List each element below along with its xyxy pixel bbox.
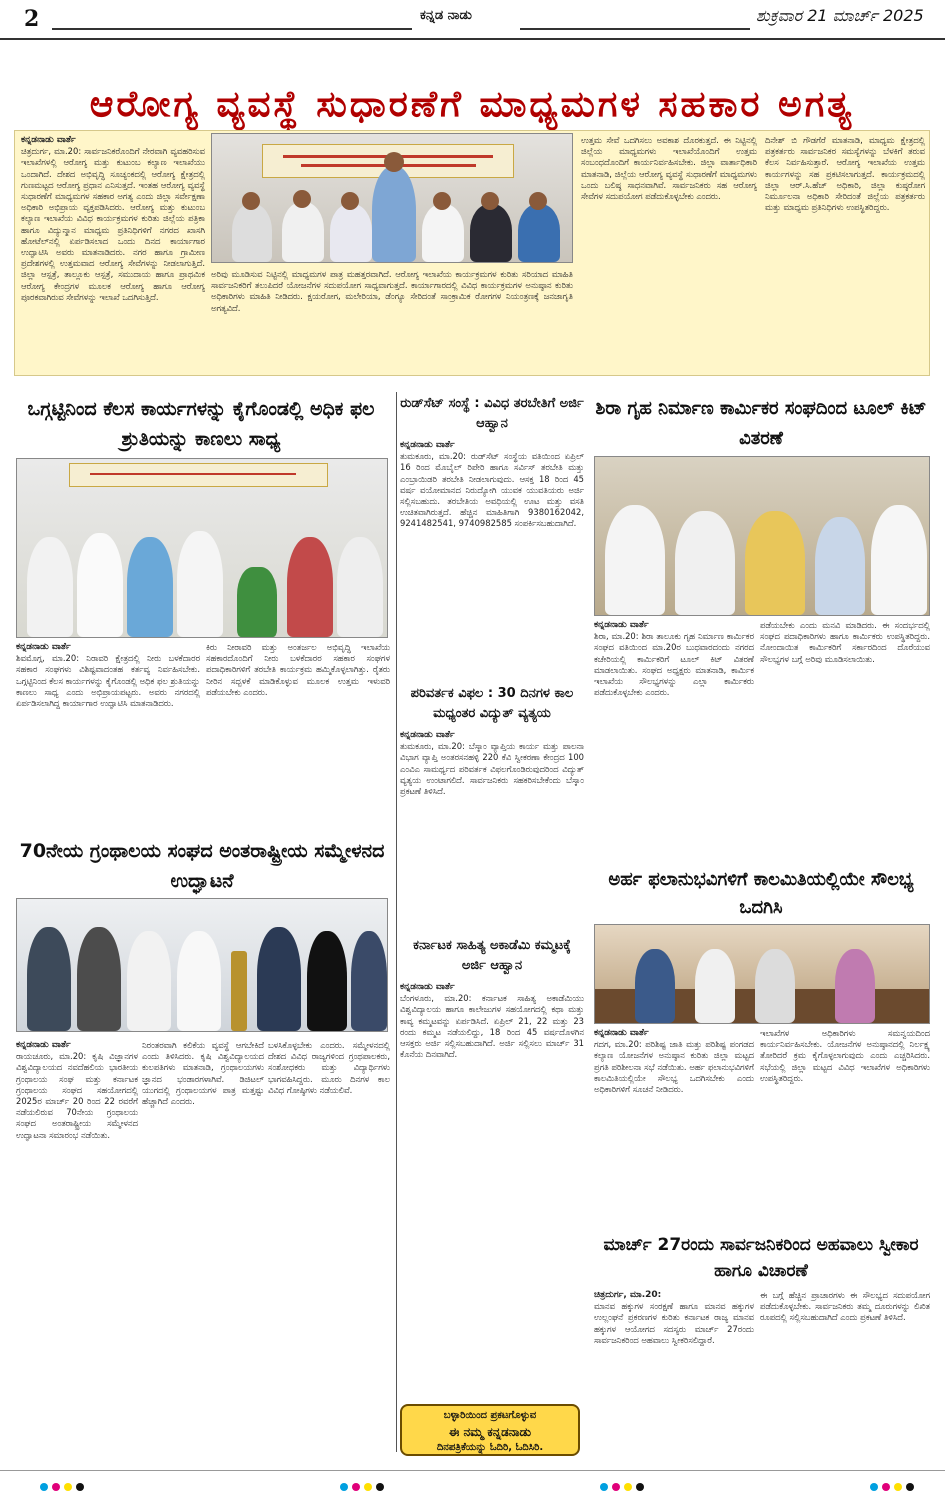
lead-headline: ಆರೋಗ್ಯ ವ್ಯವಸ್ಥೆ ಸುಧಾರಣೆಗೆ ಮಾಧ್ಯಮಗಳ ಸಹಕಾರ ಅಗತ್ಯ bbox=[89, 84, 855, 125]
magenta-dot bbox=[612, 1483, 620, 1491]
column-rule bbox=[396, 392, 397, 1452]
cyan-dot bbox=[340, 1483, 348, 1491]
story5-col-1 bbox=[16, 1040, 138, 1452]
story5-col-1-text: ರಾಯಚೂರು, ಮಾ.20: ಕೃಷಿ ವಿಜ್ಞಾನಗಳ ವಿಶ್ವವಿದ್ಯಾಲಯದ ನವದೆಹಲಿಯ ಭಾರತೀಯ ಗ್ರಂಥಾಲಯ ಸಂಘ ಮತ್ತು ಕರ್ನಾಟಕ ಗ್ರಂಥಾಲಯ ಸಂಘದ ಸಹಯೋಗದಲ್ಲಿ 2025ರ ಮಾರ್ಚ್ 20 ರಿಂದ 22 ರವರೆಗೆ ನಡೆಯಲಿರುವ 70ನೇಯ ಗ್ರಂಥಾಲಯ ಸಂಘದ ಅಂತರಾಷ್ಟ್ರೀಯ ಸಮ್ಮೇಳನದ ಉದ್ಘಾಟನಾ ಸಮಾರಂಭ ನಡೆಯಿತು. bbox=[16, 1051, 138, 1140]
cyan-dot bbox=[600, 1483, 608, 1491]
lead-col-3 bbox=[211, 269, 573, 373]
lead-col-1 bbox=[21, 135, 205, 373]
story4-col-2 bbox=[760, 620, 930, 860]
story5-col-2-text: ನಿರಂತರವಾಗಿ ಕಲಿಕೆಯ ವ್ಯವಸ್ಥೆ ಆಗಬೇಕಿದೆ ಎಂದು ತಿಳಿಸಿದರು. ಕೃಷಿ ವಿಶ್ವವಿದ್ಯಾಲಯದ ಕುಲಪತಿಗಳು ಮಾತನಾಡಿ, ಗ್ರಂಥಾಲಯಗಳು ಜ್ಞಾನದ ಭಂಡಾರಗಳಾಗಿವೆ. ಡಿಜಿಟಲ್ ಯುಗದಲ್ಲಿ ಗ್ರಂಥಾಲಯಗಳ ಪಾತ್ರ ಮತ್ತಷ್ಟು ಹೆಚ್ಚಾಗಿದೆ ಎಂದರು. bbox=[142, 1040, 264, 1107]
story7-byline: ಕನ್ನಡನಾಡು ವಾರ್ತೆ bbox=[594, 1028, 649, 1038]
black-dot bbox=[376, 1483, 384, 1491]
story5-col-2 bbox=[142, 1040, 264, 1452]
page-header bbox=[0, 0, 945, 40]
story6-body-text: ಬೆಂಗಳೂರು, ಮಾ.20: ಕರ್ನಾಟಕ ಸಾಹಿತ್ಯ ಅಕಾಡೆಮಿಯು ವಿಶ್ವವಿದ್ಯಾಲಯ ಹಾಗೂ ಕಾಲೇಜುಗಳ ಸಹಯೋಗದಲ್ಲಿ ಕಥಾ ಮತ್ತು ಕಾವ್ಯ ಕಮ್ಮಟವನ್ನು ಏರ್ಪಡಿಸಿದೆ. ಏಪ್ರಿಲ್ 21, 22 ಮತ್ತು 23 ರಂದು ಕಮ್ಮಟ ನಡೆಯಲಿದ್ದು, 18 ರಿಂದ 45 ವರ್ಷದೊಳಗಿನ ಆಸಕ್ತರು ಅರ್ಜಿ ಸಲ್ಲಿಸಬಹುದಾಗಿದೆ. ಅರ್ಜಿ ಸಲ್ಲಿಸಲು ಮಾರ್ಚ್ 31 ಕೊನೆಯ ದಿನವಾಗಿದೆ. bbox=[400, 993, 584, 1060]
story4-col-1 bbox=[594, 620, 754, 860]
header-rule-right bbox=[520, 28, 750, 30]
lead-col-4 bbox=[581, 135, 757, 373]
masthead: ಕನ್ನಡ ನಾಡು bbox=[420, 8, 472, 23]
story1-col-2-text: ಕಿರು ನೀರಾವರಿ ಮತ್ತು ಅಂತರ್ಜಲ ಅಭಿವೃದ್ಧಿ ಇಲಾಖೆಯ ಸಹಕಾರದೊಂದಿಗೆ ನೀರು ಬಳಕೆದಾರರ ಸಹಕಾರ ಸಂಘಗಳ ಪದಾಧಿಕಾರಿಗಳಿಗೆ ತರಬೇತಿ ಕಾರ್ಯಕ್ರಮ ಹಮ್ಮಿಕೊಳ್ಳಲಾಗಿತ್ತು. ರೈತರು ನೀರಿನ ಸದ್ಬಳಕೆ ಮಾಡಿಕೊಳ್ಳುವ ಮೂಲಕ ಉತ್ತಮ ಇಳುವರಿ ಪಡೆಯಬೇಕು ಎಂದರು. bbox=[206, 642, 390, 697]
story4-col-2-text: ಪಡೆಯಬೇಕು ಎಂದು ಮನವಿ ಮಾಡಿದರು. ಈ ಸಂದರ್ಭದಲ್ಲಿ ಸಂಘದ ಪದಾಧಿಕಾರಿಗಳು ಹಾಗೂ ಕಾರ್ಮಿಕರು ಉಪಸ್ಥಿತರಿದ್ದರು. ನೋಂದಾಯಿತ ಕಾರ್ಮಿಕರಿಗೆ ಸರ್ಕಾರದಿಂದ ದೊರೆಯುವ ಸೌಲಭ್ಯಗಳ ಬಗ್ಗೆ ಅರಿವು ಮೂಡಿಸಲಾಯಿತು. bbox=[760, 620, 930, 664]
story5-photo bbox=[16, 898, 388, 1032]
yellow-dot bbox=[64, 1483, 72, 1491]
story8-col-1 bbox=[594, 1290, 754, 1454]
story8-headline: ಮಾರ್ಚ್ 27ರಂದು ಸಾರ್ವಜನಿಕರಿಂದ ಅಹವಾಲು ಸ್ವೀಕಾರ ಹಾಗೂ ವಿಚಾರಣೆ bbox=[603, 1235, 919, 1281]
yellow-dot bbox=[894, 1483, 902, 1491]
story6-body bbox=[400, 982, 584, 1396]
story7-col-2-text: ಇಲಾಖೆಗಳ ಅಧಿಕಾರಿಗಳು ಸಮನ್ವಯದಿಂದ ಕಾರ್ಯನಿರ್ವಹಿಸಬೇಕು. ಯೋಜನೆಗಳ ಅನುಷ್ಠಾನದಲ್ಲಿ ನಿರ್ಲಕ್ಷ್ಯ ತೋರಿದರೆ ಕ್ರಮ ಕೈಗೊಳ್ಳಲಾಗುವುದು ಎಂದು ಎಚ್ಚರಿಸಿದರು. ಸಭೆಯಲ್ಲಿ ಜಿಲ್ಲಾ ಮಟ್ಟದ ವಿವಿಧ ಇಲಾಖೆಗಳ ಅಧಿಕಾರಿಗಳು ಉಪಸ್ಥಿತರಿದ್ದರು. bbox=[760, 1028, 930, 1083]
story1-byline: ಕನ್ನಡನಾಡು ವಾರ್ತೆ bbox=[16, 642, 71, 652]
header-rule-left bbox=[52, 28, 412, 30]
story1-headline: ಒಗ್ಗಟ್ಟಿನಿಂದ ಕೆಲಸ ಕಾರ್ಯಗಳನ್ನು ಕೈಗೊಂಡಲ್ಲಿ ಅಧಿಕ ಫಲ ಶ್ರುತಿಯನ್ನು ಕಾಣಲು ಸಾಧ್ಯ bbox=[27, 398, 375, 450]
story5-col-3-text: ಬಳಸಿಕೊಳ್ಳಬೇಕು ಎಂದರು. ಸಮ್ಮೇಳನದಲ್ಲಿ ದೇಶದ ವಿವಿಧ ರಾಜ್ಯಗಳಿಂದ ಗ್ರಂಥಪಾಲಕರು, ಸಂಶೋಧಕರು ಮತ್ತು ವಿದ್ಯಾರ್ಥಿಗಳು ಭಾಗವಹಿಸಿದ್ದರು. ಮೂರು ದಿನಗಳ ಕಾಲ ವಿವಿಧ ಗೋಷ್ಠಿಗಳು ನಡೆಯಲಿವೆ. bbox=[268, 1040, 390, 1095]
promo-line-2: ಈ ನಮ್ಮ ಕನ್ನಡನಾಡು bbox=[448, 1425, 532, 1439]
lead-col-5-text: ದಿನೇಶ್ ಬಿ ಗೌಡಗೆರೆ ಮಾತನಾಡಿ, ಮಾಧ್ಯಮ ಕ್ಷೇತ್ರದಲ್ಲಿ ಪತ್ರಕರ್ತರು ಸಾರ್ವಜನಿಕರ ಸಮಸ್ಯೆಗಳನ್ನು ಬೆಳಕಿಗೆ ತರುವ ಕೆಲಸ ನಿರ್ವಹಿಸುತ್ತಾರೆ. ಆರೋಗ್ಯ ಇಲಾಖೆಯ ಉತ್ತಮ ಕಾರ್ಯಗಳನ್ನು ಸಹ ಪ್ರಕಟಿಸಲಾಗುತ್ತದೆ. ಕಾರ್ಯಕ್ರಮದಲ್ಲಿ ಜಿಲ್ಲಾ ಆರ್.ಸಿ.ಹೆಚ್ ಅಧಿಕಾರಿ, ಜಿಲ್ಲಾ ಕುಷ್ಠರೋಗ ನಿರ್ಮೂಲನಾ ಅಧಿಕಾರಿ ಸೇರಿದಂತೆ ಜಿಲ್ಲೆಯ ಪತ್ರಕರ್ತರು ಮತ್ತು ಮಾಧ್ಯಮ ಪ್ರತಿನಿಧಿಗಳು ಉಪಸ್ಥಿತರಿದ್ದರು. bbox=[765, 135, 925, 213]
story7-col-1 bbox=[594, 1028, 754, 1226]
black-dot bbox=[76, 1483, 84, 1491]
story1-col-1 bbox=[16, 642, 200, 828]
story6-byline: ಕನ್ನಡನಾಡು ವಾರ್ತೆ bbox=[400, 982, 455, 992]
black-dot bbox=[906, 1483, 914, 1491]
yellow-dot bbox=[364, 1483, 372, 1491]
story2-body bbox=[400, 440, 584, 678]
story8-col-2-text: ಈ ಬಗ್ಗೆ ಹೆಚ್ಚಿನ ಪ್ರಾಚಾರಗಳು ಈ ಸೌಲಭ್ಯದ ಸದುಪಯೋಗ ಪಡೆದುಕೊಳ್ಳಬೇಕು. ಸಾರ್ವಜನಿಕರು ತಮ್ಮ ದೂರುಗಳನ್ನು ಲಿಖಿತ ರೂಪದಲ್ಲಿ ಸಲ್ಲಿಸಬಹುದಾಗಿದೆ ಎಂದು ಪ್ರಕಟಣೆ ತಿಳಿಸಿದೆ. bbox=[760, 1290, 930, 1323]
lead-story bbox=[14, 130, 930, 376]
story5-byline: ಕನ್ನಡನಾಡು ವಾರ್ತೆ bbox=[16, 1040, 71, 1050]
story7-photo bbox=[594, 924, 930, 1024]
cyan-dot bbox=[870, 1483, 878, 1491]
story4-col-1-text: ಶಿರಾ, ಮಾ.20: ಶಿರಾ ತಾಲೂಕು ಗೃಹ ನಿರ್ಮಾಣ ಕಾರ್ಮಿಕರ ಸಂಘದ ವತಿಯಿಂದ ಮಾ.20ರ ಬುಧವಾರದಂದು ನಗರದ ಕಚೇರಿಯಲ್ಲಿ ಕಾರ್ಮಿಕರಿಗೆ ಟೂಲ್ ಕಿಟ್ ವಿತರಣೆ ಮಾಡಲಾಯಿತು. ಸಂಘದ ಅಧ್ಯಕ್ಷರು ಮಾತನಾಡಿ, ಕಾರ್ಮಿಕ ಇಲಾಖೆಯ ಸೌಲಭ್ಯಗಳನ್ನು ಎಲ್ಲಾ ಕಾರ್ಮಿಕರು ಪಡೆದುಕೊಳ್ಳಬೇಕು ಎಂದರು. bbox=[594, 631, 754, 698]
magenta-dot bbox=[52, 1483, 60, 1491]
magenta-dot bbox=[882, 1483, 890, 1491]
story7-col-2 bbox=[760, 1028, 930, 1226]
story2-headline: ರುಡ್‌ಸೆಟ್ ಸಂಸ್ಥೆ : ವಿವಿಧ ತರಬೇತಿಗೆ ಅರ್ಜಿ ಆಹ್ವಾನ bbox=[400, 396, 584, 431]
story5-headline: 70ನೇಯ ಗ್ರಂಥಾಲಯ ಸಂಘದ ಅಂತರಾಷ್ಟ್ರೀಯ ಸಮ್ಮೇಳನದ ಉದ್ಘಾಟನೆ bbox=[19, 840, 385, 892]
story1-photo bbox=[16, 458, 388, 638]
magenta-dot bbox=[352, 1483, 360, 1491]
story3-body-text: ತುಮಕೂರು, ಮಾ.20: ಬೆಸ್ಕಾಂ ವ್ಯಾಪ್ತಿಯ ಕಾರ್ಯ ಮತ್ತು ಪಾಲನಾ ವಿಭಾಗ ವ್ಯಾಪ್ತಿ ಅಂತರಸನಹಳ್ಳಿ 220 ಕೆವಿ ಸ್ವೀಕರಣಾ ಕೇಂದ್ರದ 100 ಎಂವಿಎ ಸಾಮರ್ಥ್ಯದ ಪರಿವರ್ತಕ ವಿಫಲಗೊಂಡಿರುವುದರಿಂದ ವಿದ್ಯುತ್ ವ್ಯತ್ಯಯ ಉಂಟಾಗಲಿದೆ. ಸಾರ್ವಜನಿಕರು ಸಹಕರಿಸಬೇಕೆಂದು ಬೆಸ್ಕಾಂ ಪ್ರಕಟಣೆ ತಿಳಿಸಿದೆ. bbox=[400, 741, 584, 797]
story6-headline: ಕರ್ನಾಟಕ ಸಾಹಿತ್ಯ ಅಕಾಡೆಮಿ ಕಮ್ಮಟಕ್ಕೆ ಅರ್ಜಿ ಆಹ್ವಾನ bbox=[413, 938, 571, 973]
promo-line-3: ದಿನಪತ್ರಿಕೆಯನ್ನು ಓದಿರಿ, ಓದಿಸಿರಿ. bbox=[436, 1442, 544, 1453]
story2-byline: ಕನ್ನಡನಾಡು ವಾರ್ತೆ bbox=[400, 440, 455, 450]
story3-body bbox=[400, 730, 584, 920]
lead-photo bbox=[211, 133, 573, 263]
story1-col-1-text: ಶಿವಮೊಗ್ಗ, ಮಾ.20: ನಿರಾವರಿ ಕ್ಷೇತ್ರದಲ್ಲಿ ನೀರು ಬಳಕೆದಾರರ ಸಹಕಾರ ಸಂಘಗಳು ವಿಶಿಷ್ಟವಾದಂತಹ ಕರ್ತವ್ಯ ನಿರ್ವಹಿಸಬೇಕು. ಒಗ್ಗಟ್ಟಿನಿಂದ ಕೆಲಸ ಕಾರ್ಯಗಳನ್ನು ಕೈಗೊಂಡಲ್ಲಿ ಅಧಿಕ ಫಲ ಶ್ರುತಿಯನ್ನು ಕಾಣಲು ಸಾಧ್ಯ ಎಂದು ಅಭಿಪ್ರಾಯಪಟ್ಟರು. ಅವರು ನಗರದಲ್ಲಿ ಏರ್ಪಡಿಸಲಾಗಿದ್ದ ಕಾರ್ಯಾಗಾರ ಉದ್ಘಾಟಿಸಿ ಮಾತನಾಡಿದರು. bbox=[16, 653, 200, 709]
story4-photo bbox=[594, 456, 930, 616]
story3-headline: ಪರಿವರ್ತಕ ವಿಫಲ : 30 ದಿನಗಳ ಕಾಲ ಮಧ್ಯಂತರ ವಿದ್ಯುತ್ ವ್ಯತ್ಯಯ bbox=[410, 686, 574, 721]
lead-col-1-text: ಚಿತ್ರದುರ್ಗ, ಮಾ.20: ಸಾರ್ವಜನಿಕರೊಂದಿಗೆ ನೇರವಾಗಿ ವ್ಯವಹರಿಸುವ ಇಲಾಖೆಗಳಲ್ಲಿ ಆರೋಗ್ಯ ಮತ್ತು ಕುಟುಂಬ ಕಲ್ಯಾಣ ಇಲಾಖೆಯು ಒಂದಾಗಿದೆ. ದೇಶದ ಅಭಿವೃದ್ಧಿ ಸೂಚ್ಯಂಕದಲ್ಲಿ ಆರೋಗ್ಯ ಕ್ಷೇತ್ರದಲ್ಲಿ ಗುಣಮಟ್ಟದ ಆರೋಗ್ಯ ಪ್ರಧಾನ ಎನಿಸುತ್ತದೆ. ಇಂತಹ ಆರೋಗ್ಯ ವ್ಯವಸ್ಥೆ ಸುಧಾರಣೆಗೆ ಮಾಧ್ಯಮಗಳ ಸಹಕಾರ ಅಗತ್ಯ ಎಂದು ಜಿಲ್ಲಾ ಸರ್ವೇಕ್ಷಣಾ ಅಧಿಕಾರಿ ಅಭಿಪ್ರಾಯ ವ್ಯಕ್ತಪಡಿಸಿದರು. ಆರೋಗ್ಯ ಮತ್ತು ಕುಟುಂಬ ಕಲ್ಯಾಣ ಇಲಾಖೆಯ ವಿವಿಧ ಕಾರ್ಯಕ್ರಮಗಳ ಕುರಿತು ಜಿಲ್ಲೆಯ ಪತ್ರಿಕಾ ಹಾಗೂ ವಿದ್ಯುನ್ಮಾನ ಮಾಧ್ಯಮ ಪ್ರತಿನಿಧಿಗಳಿಗೆ ನಗರದ ಖಾಸಗಿ ಹೋಟೆಲ್‌ನಲ್ಲಿ ಏರ್ಪಡಿಸಲಾದ ಒಂದು ದಿನದ ಕಾರ್ಯಾಗಾರ ಉದ್ಘಾಟಿಸಿ ಅವರು ಮಾತನಾಡಿದರು. ನಗರ ಹಾಗೂ ಗ್ರಾಮೀಣ ಪ್ರದೇಶಗಳಲ್ಲಿ ಉತ್ತಮವಾದ ಆರೋಗ್ಯ ಸೇವೆಗಳನ್ನು ನೀಡಲಾಗುತ್ತಿದೆ. ಜಿಲ್ಲಾ ಆಸ್ಪತ್ರೆ, ತಾಲ್ಲೂಕು ಆಸ್ಪತ್ರೆ, ಸಮುದಾಯ ಹಾಗೂ ಪ್ರಾಥಮಿಕ ಆರೋಗ್ಯ ಕೇಂದ್ರಗಳ ಮೂಲಕ ಆರೋಗ್ಯ ಹಾಗೂ ಆರೋಗ್ಯ ಪೂರಕವಾಗಿರುವ ಸೇವೆಗಳನ್ನು ಇಲಾಖೆ ಒದಗಿಸುತ್ತಿದೆ. bbox=[21, 146, 205, 302]
story4-headline: ಶಿರಾ ಗೃಹ ನಿರ್ಮಾಣ ಕಾರ್ಮಿಕರ ಸಂಘದಿಂದ ಟೂಲ್ ಕಿಟ್ ವಿತರಣೆ bbox=[595, 398, 927, 449]
black-dot bbox=[636, 1483, 644, 1491]
lead-col-3-text: ಅರಿವು ಮೂಡಿಸುವ ನಿಟ್ಟಿನಲ್ಲಿ ಮಾಧ್ಯಮಗಳ ಪಾತ್ರ ಮಹತ್ತರವಾಗಿದೆ. ಆರೋಗ್ಯ ಇಲಾಖೆಯ ಕಾರ್ಯಕ್ರಮಗಳ ಕುರಿತು ಸರಿಯಾದ ಮಾಹಿತಿ ಸಾರ್ವಜನಿಕರಿಗೆ ತಲುಪಿದರೆ ಯೋಜನೆಗಳ ಸದುಪಯೋಗ ಸಾಧ್ಯವಾಗುತ್ತದೆ. ಕಾರ್ಯಾಗಾರದಲ್ಲಿ ವಿವಿಧ ಕಾರ್ಯಕ್ರಮಗಳ ಅನುಷ್ಠಾನ ಕುರಿತು ಅಧಿಕಾರಿಗಳು ಮಾಹಿತಿ ನೀಡಿದರು. ಕ್ಷಯರೋಗ, ಮಲೇರಿಯಾ, ಡೆಂಗ್ಯೂ ಸೇರಿದಂತೆ ಸಾಂಕ್ರಾಮಿಕ ರೋಗಗಳ ನಿಯಂತ್ರಣಕ್ಕೆ ಜನಜಾಗೃತಿ ಅಗತ್ಯವಿದೆ. bbox=[211, 269, 573, 313]
lamp bbox=[231, 951, 247, 1031]
print-registration-bar bbox=[0, 1470, 945, 1507]
promo-box bbox=[400, 1404, 580, 1456]
story8-col-2 bbox=[760, 1290, 930, 1454]
yellow-dot bbox=[624, 1483, 632, 1491]
story8-col-1-text: ಮಾನವ ಹಕ್ಕುಗಳ ಸಂರಕ್ಷಣೆ ಹಾಗೂ ಮಾನವ ಹಕ್ಕುಗಳ ಉಲ್ಲಂಘನೆ ಪ್ರಕರಣಗಳ ಕುರಿತು ಕರ್ನಾಟಕ ರಾಜ್ಯ ಮಾನವ ಹಕ್ಕುಗಳ ಆಯೋಗದ ಸದಸ್ಯರು ಮಾರ್ಚ್ 27ರಂದು ಸಾರ್ವಜನಿಕರಿಂದ ಅಹವಾಲು ಸ್ವೀಕರಿಸಲಿದ್ದಾರೆ. bbox=[594, 1301, 754, 1345]
date-line: ಶುಕ್ರವಾರ 21 ಮಾರ್ಚ್ 2025 bbox=[756, 6, 924, 25]
lead-col-5 bbox=[765, 135, 925, 373]
lead-col-4-text: ಉತ್ತಮ ಸೇವೆ ಒದಗಿಸಲು ಅವಕಾಶ ದೊರಕುತ್ತದೆ. ಈ ನಿಟ್ಟಿನಲ್ಲಿ ಜಿಲ್ಲೆಯ ಮಾಧ್ಯಮಗಳು ಇಲಾಖೆಯೊಂದಿಗೆ ಉತ್ತಮ ಸಂಬಂಧದೊಂದಿಗೆ ಕಾರ್ಯನಿರ್ವಹಿಸಬೇಕು. ಜಿಲ್ಲಾ ವಾರ್ತಾಧಿಕಾರಿ ಮಾತನಾಡಿ, ಜಿಲ್ಲೆಯ ಆರೋಗ್ಯ ವ್ಯವಸ್ಥೆ ಸುಧಾರಣೆಗೆ ಮಾಧ್ಯಮಗಳು ಒಂದು ಬಲಿಷ್ಠ ಸಾಧನವಾಗಿವೆ. ಸಾರ್ವಜನಿಕರು ಸಹ ಆರೋಗ್ಯ ಸೇವೆಗಳ ಸದುಪಯೋಗ ಪಡೆದುಕೊಳ್ಳಬೇಕು ಎಂದರು. bbox=[581, 135, 757, 202]
story8-byline: ಚಿತ್ರದುರ್ಗ, ಮಾ.20: bbox=[594, 1290, 662, 1300]
story7-col-1-text: ಗದಗ, ಮಾ.20: ಪರಿಶಿಷ್ಟ ಜಾತಿ ಮತ್ತು ಪರಿಶಿಷ್ಟ ಪಂಗಡದ ಕಲ್ಯಾಣ ಯೋಜನೆಗಳ ಅನುಷ್ಠಾನ ಕುರಿತು ಜಿಲ್ಲಾ ಮಟ್ಟದ ಪ್ರಗತಿ ಪರಿಶೀಲನಾ ಸಭೆ ನಡೆಯಿತು. ಅರ್ಹ ಫಲಾನುಭವಿಗಳಿಗೆ ಕಾಲಮಿತಿಯಲ್ಲಿಯೇ ಸೌಲಭ್ಯ ಒದಗಿಸಬೇಕು ಎಂದು ಅಧಿಕಾರಿಗಳಿಗೆ ಸೂಚನೆ ನೀಡಿದರು. bbox=[594, 1039, 754, 1095]
page-number: 2 bbox=[24, 6, 40, 32]
story2-body-text: ತುಮಕೂರು, ಮಾ.20: ರುಡ್‌ಸೆಟ್ ಸಂಸ್ಥೆಯ ವತಿಯಿಂದ ಏಪ್ರಿಲ್ 16 ರಿಂದ ಮೊಬೈಲ್ ರಿಪೇರಿ ಹಾಗೂ ಸರ್ವಿಸ್ ತರಬೇತಿ ಮತ್ತು ಎಂಬ್ರಾಯಿಡರಿ ತರಬೇತಿ ನೀಡಲಾಗುವುದು. ಆಸಕ್ತ 18 ರಿಂದ 45 ವರ್ಷ ವಯೋಮಾನದ ನಿರುದ್ಯೋಗಿ ಯುವಕ ಯುವತಿಯರು ಅರ್ಜಿ ಸಲ್ಲಿಸಬಹುದು. ತರಬೇತಿಯ ಅವಧಿಯಲ್ಲಿ ಊಟ ಮತ್ತು ವಸತಿ ಉಚಿತವಾಗಿರುತ್ತದೆ. ಹೆಚ್ಚಿನ ಮಾಹಿತಿಗಾಗಿ 9380162042, 9241482541, 9740982585 ಸಂಪರ್ಕಿಸಬಹುದಾಗಿದೆ. bbox=[400, 451, 584, 529]
lead-byline: ಕನ್ನಡನಾಡು ವಾರ್ತೆ bbox=[21, 135, 76, 145]
story3-byline: ಕನ್ನಡನಾಡು ವಾರ್ತೆ bbox=[400, 730, 455, 740]
plant bbox=[237, 567, 277, 637]
story7-headline: ಅರ್ಹ ಫಲಾನುಭವಿಗಳಿಗೆ ಕಾಲಮಿತಿಯಲ್ಲಿಯೇ ಸೌಲಭ್ಯ ಒದಗಿಸಿ bbox=[608, 869, 914, 918]
promo-line-1: ಬಳ್ಳಾರಿಯಿಂದ ಪ್ರಕಟಗೊಳ್ಳುವ bbox=[443, 1410, 537, 1421]
story5-col-3 bbox=[268, 1040, 390, 1452]
story1-col-2 bbox=[206, 642, 390, 828]
cyan-dot bbox=[40, 1483, 48, 1491]
story4-byline: ಕನ್ನಡನಾಡು ವಾರ್ತೆ bbox=[594, 620, 649, 630]
